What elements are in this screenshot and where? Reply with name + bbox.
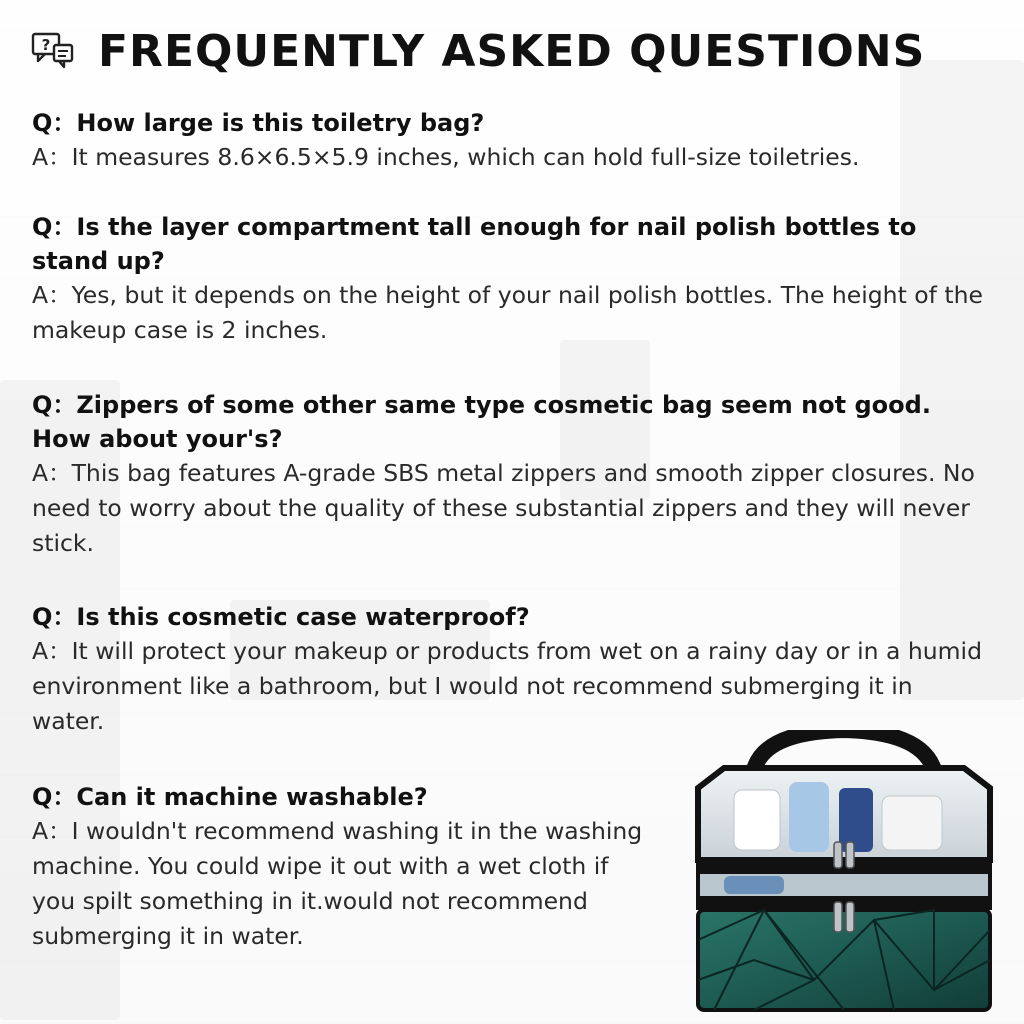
faq-question: Q：Zippers of some other same type cosmetic bag seem not good. How about your's? (32, 391, 931, 453)
faq-item (32, 106, 992, 175)
faq-answer: A：Yes, but it depends on the height of your nail polish bottles. The height of the makeup case is 2 inches. (32, 281, 983, 344)
faq-item (32, 388, 992, 561)
faq-answer: A：It will protect your makeup or products from wet on a rainy day or in a humid environment like a bathroom, but I would not recommend submerging it in water. (32, 637, 982, 735)
faq-question: Q：Is the layer compartment tall enough for nail polish bottles to stand up? (32, 213, 917, 275)
faq-question: Q：Can it machine washable? (32, 783, 428, 811)
faq-header (30, 22, 1000, 80)
faq-item (32, 600, 992, 739)
faq-question: Q：Is this cosmetic case waterproof? (32, 603, 530, 631)
faq-question: Q：How large is this toiletry bag? (32, 109, 485, 137)
faq-answer: A：This bag features A-grade SBS metal zippers and smooth zipper closures. No need to worry about the quality of these substantial zippers and they will never stick. (32, 459, 975, 557)
cosmetic-bag-image (694, 730, 994, 1012)
faq-item (32, 210, 992, 348)
faq-item (32, 780, 652, 954)
svg-text:?: ? (41, 36, 51, 54)
faq-answer: A：I wouldn't recommend washing it in the washing machine. You could wipe it out with a wet cloth if you spilt something in it.would not recommend submerging it in water. (32, 817, 643, 950)
chat-question-icon (30, 29, 74, 73)
faq-answer: A：It measures 8.6×6.5×5.9 inches, which can hold full-size toiletries. (32, 143, 860, 171)
page-title: FREQUENTLY ASKED QUESTIONS (98, 25, 926, 77)
